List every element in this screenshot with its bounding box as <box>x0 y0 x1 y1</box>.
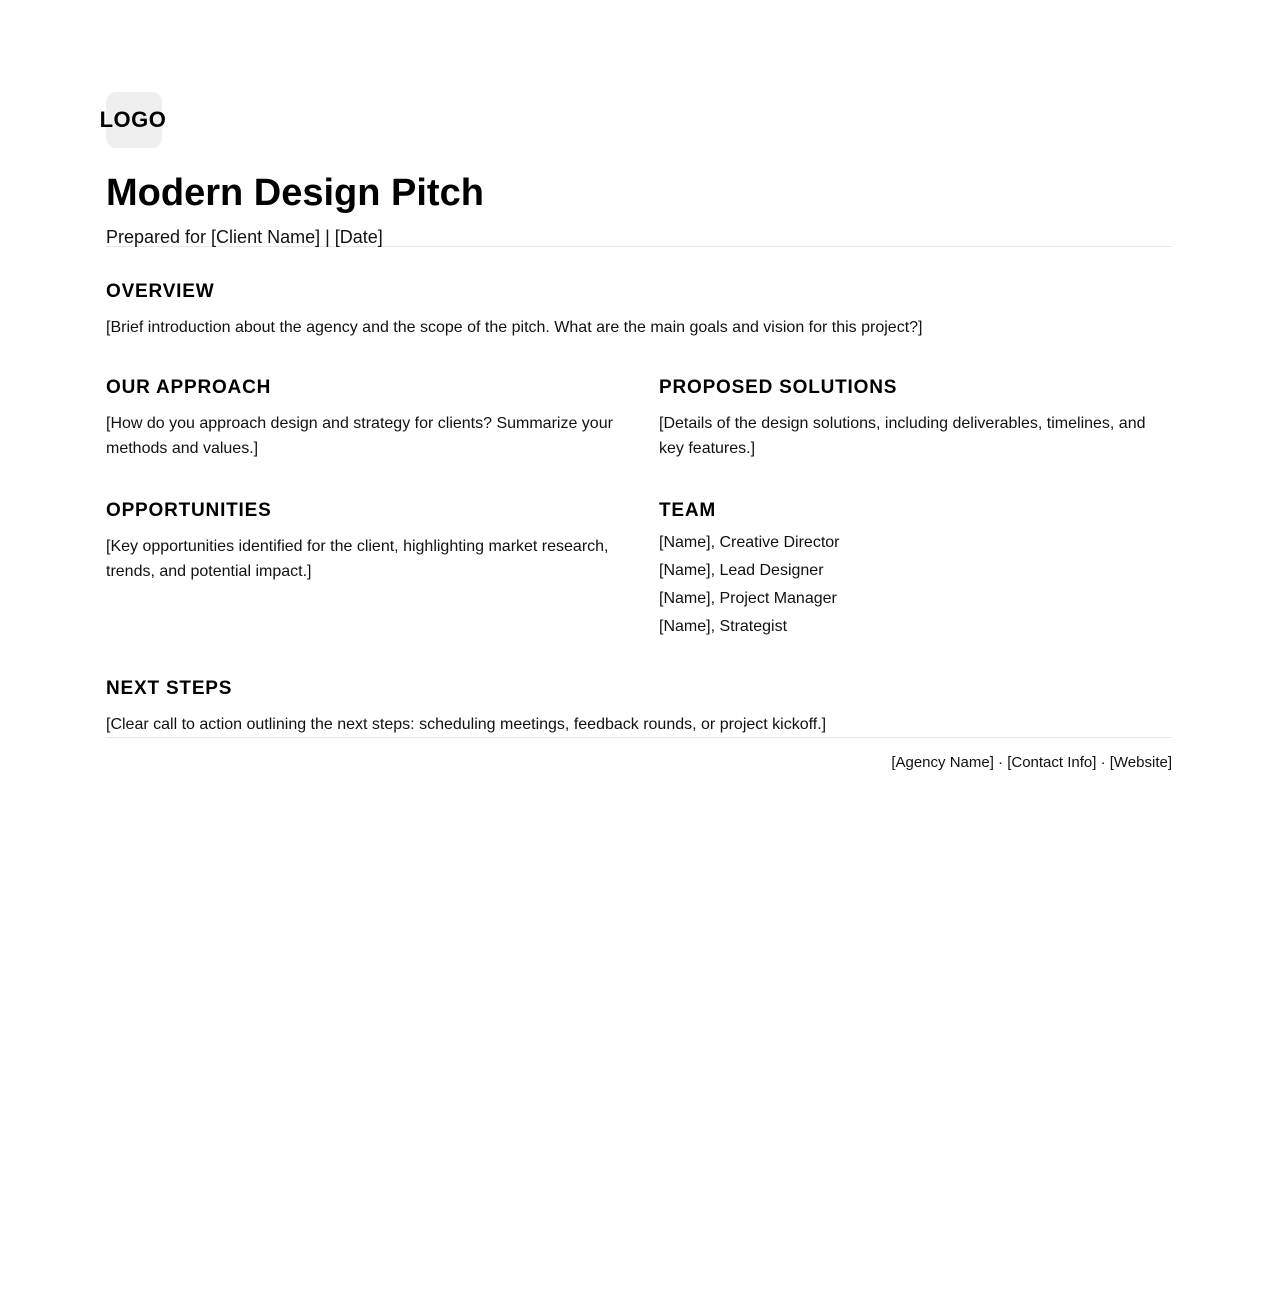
footer-divider <box>106 737 1172 738</box>
section-heading: OUR APPROACH <box>106 376 272 398</box>
section-heading: TEAM <box>659 499 717 521</box>
logo-placeholder <box>99 92 167 148</box>
section-heading: NEXT STEPS <box>106 677 233 699</box>
section-body: [Clear call to action outlining the next steps: scheduling meetings, feedback rounds, or project kickoff.] <box>106 715 827 733</box>
page-subtitle: Prepared for [Client Name] | [Date] <box>106 226 383 247</box>
section-team <box>659 501 1172 641</box>
pitch-document <box>99 92 1172 771</box>
section-next-steps <box>106 679 1172 737</box>
section-body: [Details of the design solutions, including deliverables, timelines, and key features.] <box>659 414 1146 457</box>
section-overview <box>106 282 1172 340</box>
logo-label: LOGO <box>99 107 167 132</box>
section-row-1 <box>106 378 1172 461</box>
section-heading: PROPOSED SOLUTIONS <box>659 376 898 398</box>
team-list <box>659 529 1172 641</box>
team-member: [Name], Creative Director <box>659 533 840 551</box>
section-heading: OVERVIEW <box>106 280 215 302</box>
footer-contact: [Agency Name] · [Contact Info] · [Website] <box>891 753 1172 771</box>
section-body: [Key opportunities identified for the client, highlighting market research, trends, and potential impact.] <box>106 537 609 580</box>
section-proposed-solutions <box>659 378 1172 461</box>
team-member: [Name], Lead Designer <box>659 561 824 579</box>
team-member: [Name], Project Manager <box>659 589 837 607</box>
section-opportunities <box>106 501 619 641</box>
section-body: [Brief introduction about the agency and the scope of the pitch. What are the main goals and vision for this project?] <box>106 318 923 336</box>
section-row-2 <box>106 501 1172 641</box>
team-member: [Name], Strategist <box>659 617 788 635</box>
section-body: [How do you approach design and strategy for clients? Summarize your methods and values.] <box>106 414 613 457</box>
page-title: Modern Design Pitch <box>106 172 484 214</box>
section-heading: OPPORTUNITIES <box>106 499 272 521</box>
section-our-approach <box>106 378 619 461</box>
